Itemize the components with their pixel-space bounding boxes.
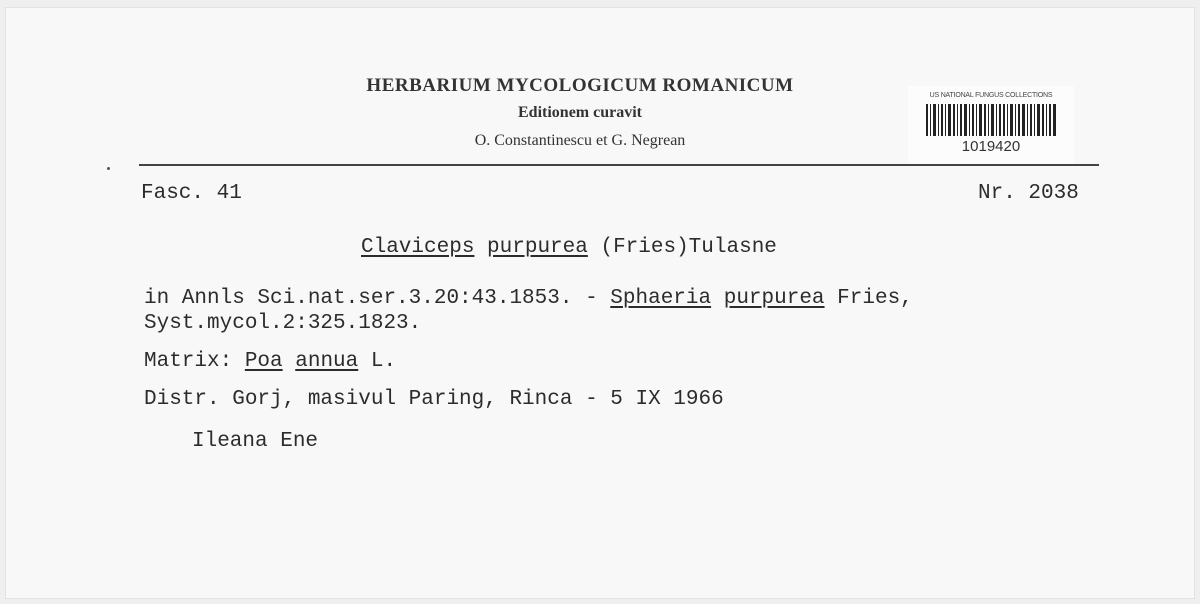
- species-epithet: purpurea: [487, 236, 588, 259]
- species-genus: Claviceps: [361, 236, 475, 259]
- species-author: (Fries)Tulasne: [600, 236, 777, 259]
- locality-line: Distr. Gorj, masivul Paring, Rinca - 5 IX 1966: [144, 388, 724, 411]
- matrix-author: L.: [370, 350, 397, 373]
- reference-line-1: [144, 287, 913, 310]
- barcode-label: US NATIONAL FUNGUS COLLECTIONS: [929, 92, 1053, 99]
- ink-dot: [107, 167, 110, 170]
- synonym-author: Fries,: [837, 287, 913, 310]
- reference-citation: in Annls Sci.nat.ser.3.20:43.1853. -: [144, 287, 611, 310]
- matrix-line: [144, 350, 396, 373]
- barcode-icon: [926, 104, 1056, 136]
- matrix-genus: Poa: [244, 350, 283, 373]
- specimen-number: Nr. 2038: [978, 182, 1079, 205]
- matrix-epithet: annua: [295, 350, 359, 373]
- divider: [139, 164, 1099, 166]
- editor-caption: Editionem curavit: [518, 104, 642, 121]
- synonym-genus: Sphaeria: [610, 287, 712, 310]
- synonym-epithet: purpurea: [723, 287, 825, 310]
- herbarium-label: [6, 8, 1194, 598]
- collector-name: Ileana Ene: [192, 430, 319, 453]
- editors: O. Constantinescu et G. Negrean: [474, 132, 686, 149]
- barcode-sticker: [908, 86, 1074, 166]
- reference-line-2: Syst.mycol.2:325.1823.: [144, 312, 422, 335]
- barcode-number: 1019420: [961, 138, 1021, 155]
- herbarium-title: HERBARIUM MYCOLOGICUM ROMANICUM: [366, 75, 794, 96]
- species-name: [361, 236, 777, 259]
- fascicle-number: Fasc. 41: [141, 182, 242, 205]
- matrix-label: Matrix:: [144, 350, 245, 373]
